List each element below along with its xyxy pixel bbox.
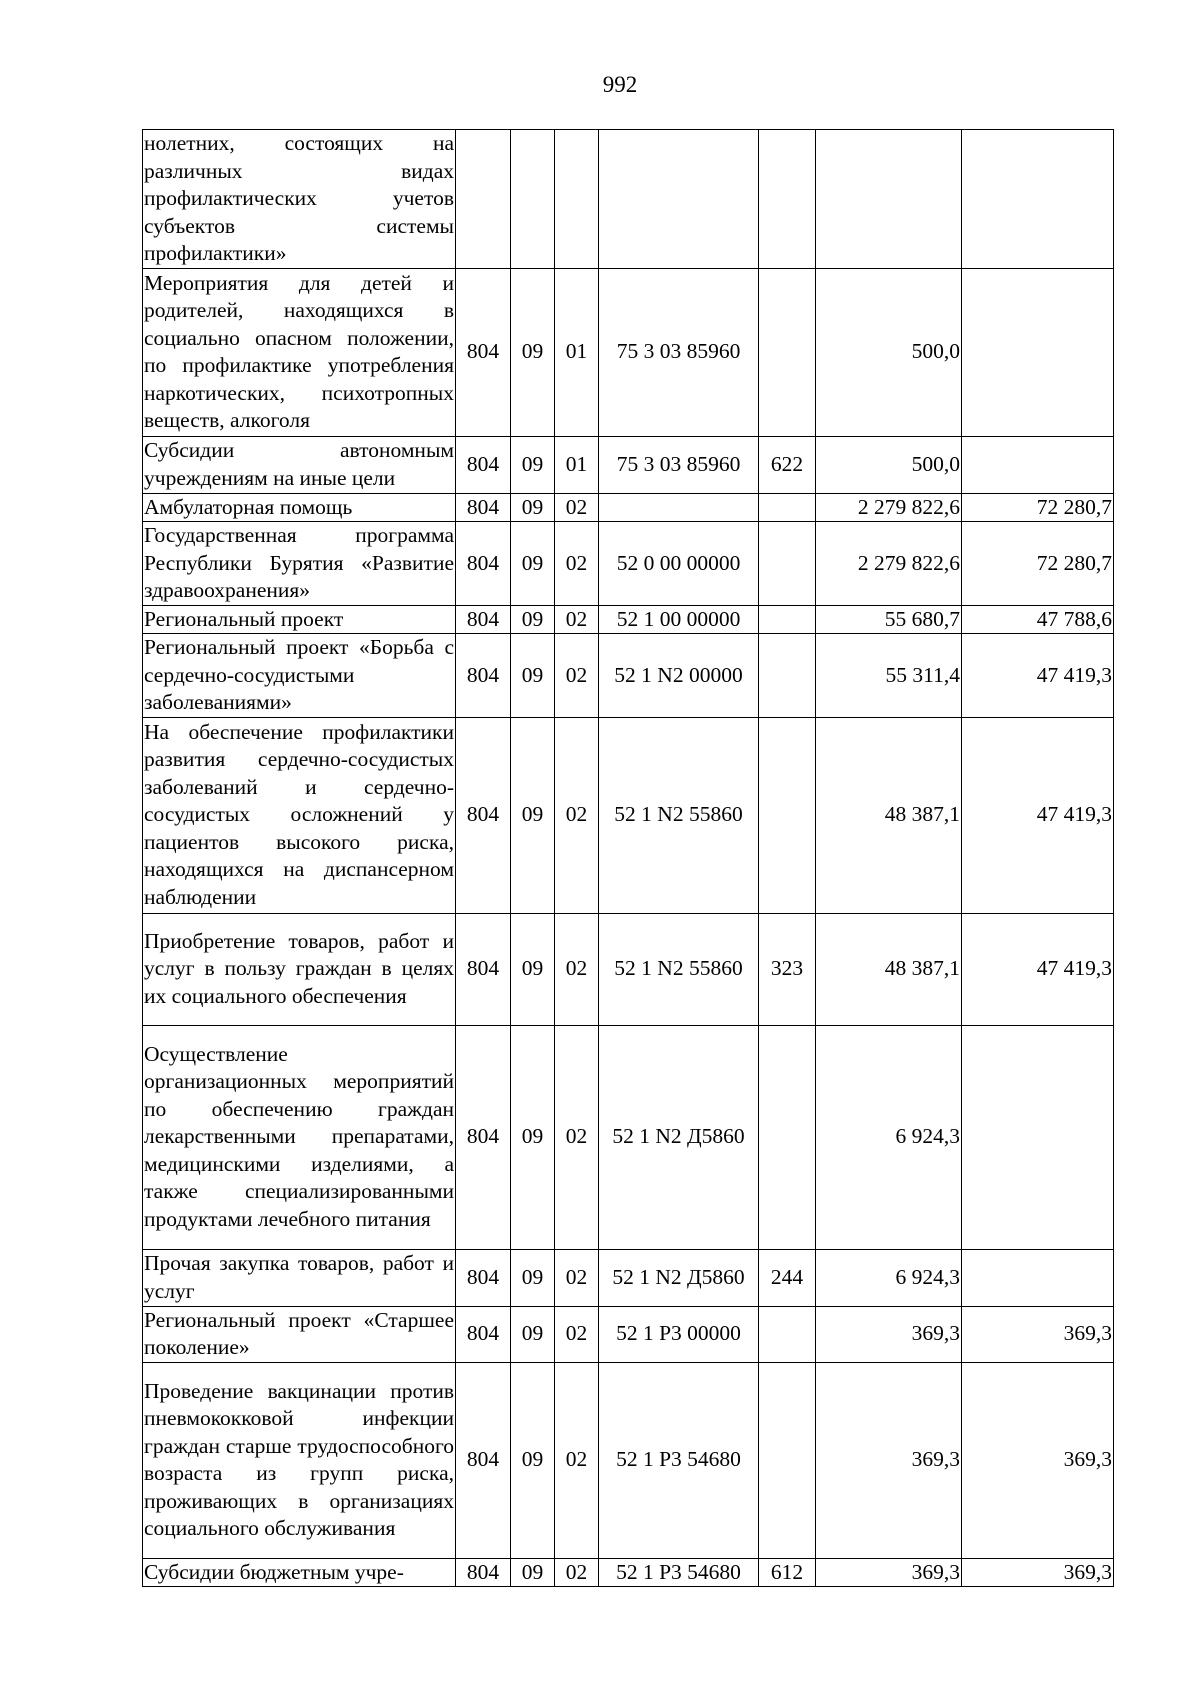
section-code-cell: 09	[511, 634, 555, 718]
row-name-cell: Амбулаторная помощь	[143, 493, 456, 522]
table-row	[143, 1025, 1114, 1249]
target-article-cell	[599, 493, 759, 522]
row-name-cell: Проведение вакцинации против пневмококковой инфекции граждан старше трудоспособного возраста из групп риска, проживающих в организациях социального обслуживания	[143, 1362, 456, 1558]
subsection-code-cell: 02	[555, 1558, 599, 1587]
ved-code-cell: 804	[456, 268, 511, 436]
row-name-cell: Региональный проект	[143, 605, 456, 634]
expense-type-cell	[759, 268, 816, 436]
amount-total-cell: 2 279 822,6	[816, 522, 962, 606]
ved-code-cell: 804	[456, 1025, 511, 1249]
expense-type-cell	[759, 493, 816, 522]
amount-federal-cell: 369,3	[962, 1306, 1114, 1362]
target-article-cell: 52 1 N2 55860	[599, 913, 759, 1025]
expense-type-cell	[759, 605, 816, 634]
row-name-cell: Осуществление организационных мероприятий по обеспечению граждан лекарственными препаратами, медицинскими изделиями, а также специализированными продуктами лечебного питания	[143, 1025, 456, 1249]
target-article-cell: 52 1 00 00000	[599, 605, 759, 634]
amount-total-cell: 2 279 822,6	[816, 493, 962, 522]
subsection-code-cell: 02	[555, 1362, 599, 1558]
table-row	[143, 1249, 1114, 1306]
table-row	[143, 130, 1114, 269]
target-article-cell: 52 1 N2 Д5860	[599, 1249, 759, 1306]
subsection-code-cell: 02	[555, 493, 599, 522]
section-code-cell: 09	[511, 1025, 555, 1249]
row-name-cell: нолетних, состоящих на различных видах профилактических учетов субъектов системы профилактики»	[143, 130, 456, 269]
amount-total-cell: 369,3	[816, 1306, 962, 1362]
amount-federal-cell: 72 280,7	[962, 522, 1114, 606]
expense-type-cell	[759, 522, 816, 606]
row-name-cell: Региональный проект «Старшее поколение»	[143, 1306, 456, 1362]
expense-type-cell: 323	[759, 913, 816, 1025]
target-article-cell: 52 0 00 00000	[599, 522, 759, 606]
ved-code-cell: 804	[456, 634, 511, 718]
amount-total-cell: 369,3	[816, 1362, 962, 1558]
table-row	[143, 1306, 1114, 1362]
expense-type-cell: 244	[759, 1249, 816, 1306]
expense-type-cell	[759, 130, 816, 269]
amount-federal-cell: 47 419,3	[962, 717, 1114, 913]
table-row	[143, 268, 1114, 436]
amount-total-cell: 369,3	[816, 1558, 962, 1587]
amount-federal-cell	[962, 1025, 1114, 1249]
table-row	[143, 717, 1114, 913]
amount-federal-cell: 47 419,3	[962, 913, 1114, 1025]
row-name-cell: Приобретение товаров, работ и услуг в пользу граждан в целях их социального обеспечения	[143, 913, 456, 1025]
target-article-cell: 52 1 N2 Д5860	[599, 1025, 759, 1249]
expense-type-cell: 612	[759, 1558, 816, 1587]
table-row	[143, 605, 1114, 634]
target-article-cell: 52 1 P3 54680	[599, 1362, 759, 1558]
section-code-cell: 09	[511, 1558, 555, 1587]
ved-code-cell: 804	[456, 717, 511, 913]
table-row	[143, 522, 1114, 606]
section-code-cell: 09	[511, 493, 555, 522]
ved-code-cell: 804	[456, 605, 511, 634]
amount-total-cell: 48 387,1	[816, 913, 962, 1025]
table-row	[143, 436, 1114, 493]
page-number: 992	[602, 72, 638, 97]
section-code-cell: 09	[511, 1249, 555, 1306]
amount-federal-cell	[962, 268, 1114, 436]
target-article-cell	[599, 130, 759, 269]
table-row	[143, 1362, 1114, 1558]
ved-code-cell: 804	[456, 913, 511, 1025]
amount-total-cell: 55 311,4	[816, 634, 962, 718]
amount-federal-cell: 72 280,7	[962, 493, 1114, 522]
table-row	[143, 634, 1114, 718]
amount-total-cell: 6 924,3	[816, 1025, 962, 1249]
subsection-code-cell: 02	[555, 605, 599, 634]
amount-federal-cell	[962, 130, 1114, 269]
subsection-code-cell: 02	[555, 634, 599, 718]
amount-federal-cell: 47 788,6	[962, 605, 1114, 634]
amount-total-cell: 500,0	[816, 436, 962, 493]
table-row	[143, 913, 1114, 1025]
row-name-cell: Региональный проект «Борьба с сердечно-сосудистыми заболеваниями»	[143, 634, 456, 718]
ved-code-cell: 804	[456, 1558, 511, 1587]
subsection-code-cell	[555, 130, 599, 269]
target-article-cell: 75 3 03 85960	[599, 268, 759, 436]
target-article-cell: 52 1 N2 55860	[599, 717, 759, 913]
row-name-cell: Прочая закупка товаров, работ и услуг	[143, 1249, 456, 1306]
ved-code-cell: 804	[456, 493, 511, 522]
expense-type-cell	[759, 1025, 816, 1249]
section-code-cell: 09	[511, 268, 555, 436]
amount-total-cell: 6 924,3	[816, 1249, 962, 1306]
section-code-cell: 09	[511, 717, 555, 913]
ved-code-cell: 804	[456, 436, 511, 493]
expense-type-cell	[759, 717, 816, 913]
budget-table	[142, 129, 1114, 1587]
subsection-code-cell: 02	[555, 1306, 599, 1362]
amount-federal-cell: 369,3	[962, 1558, 1114, 1587]
amount-federal-cell: 47 419,3	[962, 634, 1114, 718]
target-article-cell: 52 1 N2 00000	[599, 634, 759, 718]
ved-code-cell: 804	[456, 1362, 511, 1558]
subsection-code-cell: 01	[555, 436, 599, 493]
expense-type-cell: 622	[759, 436, 816, 493]
row-name-cell: Государственная программа Республики Бурятия «Развитие здравоохранения»	[143, 522, 456, 606]
table-row	[143, 1558, 1114, 1587]
ved-code-cell: 804	[456, 1306, 511, 1362]
ved-code-cell	[456, 130, 511, 269]
section-code-cell: 09	[511, 605, 555, 634]
subsection-code-cell: 02	[555, 522, 599, 606]
section-code-cell: 09	[511, 913, 555, 1025]
subsection-code-cell: 02	[555, 1025, 599, 1249]
expense-type-cell	[759, 634, 816, 718]
amount-federal-cell	[962, 1249, 1114, 1306]
amount-total-cell	[816, 130, 962, 269]
amount-federal-cell	[962, 436, 1114, 493]
row-name-cell: Субсидии бюджетным учре-	[143, 1558, 456, 1587]
subsection-code-cell: 02	[555, 717, 599, 913]
amount-federal-cell: 369,3	[962, 1362, 1114, 1558]
ved-code-cell: 804	[456, 1249, 511, 1306]
subsection-code-cell: 02	[555, 913, 599, 1025]
row-name-cell: На обеспечение профилактики развития сердечно-сосудистых заболеваний и сердечно-сосудистых осложнений у пациентов высокого риска, находящихся на диспансерном наблюдении	[143, 717, 456, 913]
subsection-code-cell: 01	[555, 268, 599, 436]
row-name-cell: Мероприятия для детей и родителей, находящихся в социально опасном положении, по профилактике употребления наркотических, психотропных веществ, алкоголя	[143, 268, 456, 436]
section-code-cell: 09	[511, 1362, 555, 1558]
table-row	[143, 493, 1114, 522]
target-article-cell: 52 1 P3 54680	[599, 1558, 759, 1587]
section-code-cell: 09	[511, 436, 555, 493]
amount-total-cell: 55 680,7	[816, 605, 962, 634]
ved-code-cell: 804	[456, 522, 511, 606]
section-code-cell	[511, 130, 555, 269]
target-article-cell: 52 1 P3 00000	[599, 1306, 759, 1362]
target-article-cell: 75 3 03 85960	[599, 436, 759, 493]
expense-type-cell	[759, 1362, 816, 1558]
section-code-cell: 09	[511, 1306, 555, 1362]
section-code-cell: 09	[511, 522, 555, 606]
amount-total-cell: 48 387,1	[816, 717, 962, 913]
subsection-code-cell: 02	[555, 1249, 599, 1306]
expense-type-cell	[759, 1306, 816, 1362]
amount-total-cell: 500,0	[816, 268, 962, 436]
row-name-cell: Субсидии автономным учреждениям на иные цели	[143, 436, 456, 493]
